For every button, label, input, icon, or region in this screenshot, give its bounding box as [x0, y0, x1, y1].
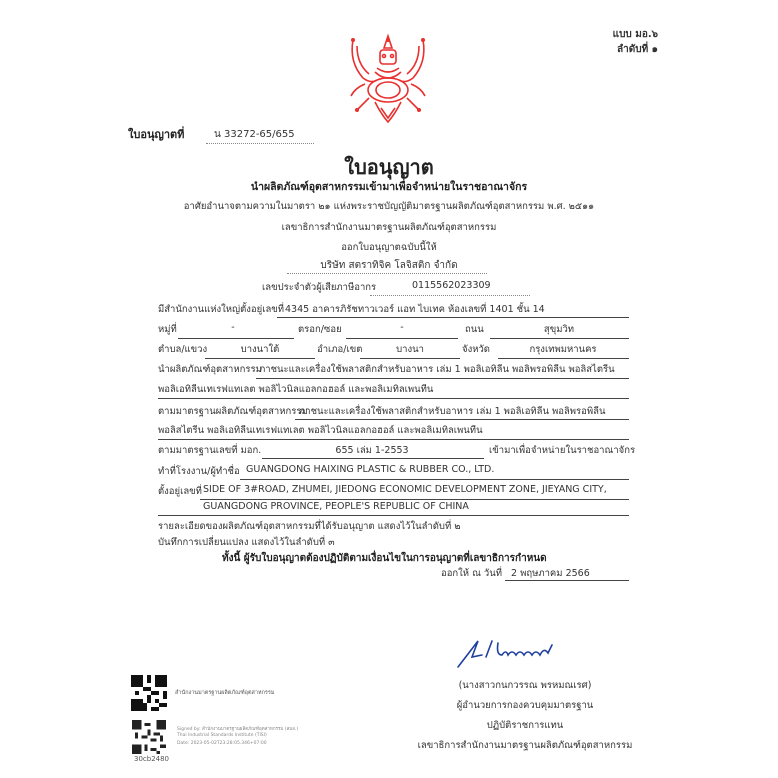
product-line-1: ภาชนะและเครื่องใช้พลาสติกสำหรับอาหาร เล่ม 1 พอลิเอทิลีน พอลิพรอพิลีน พอลิสไตรีน [259, 364, 615, 375]
digital-institute: Thai Industrial Standards Institute (TISI) [177, 733, 267, 738]
subdistrict-label: ตำบล/แขวง [158, 344, 208, 355]
standard-label: ตามมาตรฐานผลิตภัณฑ์อุตสาหกรรม [158, 406, 308, 417]
signatory-position-3: เลขาธิการสำนักงานมาตรฐานผลิตภัณฑ์อุตสาหกรรม [417, 740, 633, 751]
factory-address-line-2: GUANGDONG PROVINCE, PEOPLE'S REPUBLIC OF CHINA [203, 501, 469, 512]
tis-value: 655 เล่ม 1-2553 [335, 445, 409, 456]
issued-value: 2 พฤษภาคม 2566 [511, 568, 590, 579]
intro-line-3: ออกใบอนุญาตฉบับนี้ให้ [341, 242, 437, 253]
issued-label: ออกให้ ณ วันที่ [441, 568, 503, 579]
province-value: กรุงเทพมหานคร [529, 344, 597, 355]
qr-code-icon [131, 675, 167, 711]
digital-date: Date: 2023-05-02T23:28:05.346+07:00 [177, 741, 267, 746]
tax-id-label: เลขประจำตัวผู้เสียภาษีอากร [262, 282, 377, 293]
tax-id-value: 0115562023309 [412, 280, 491, 291]
product-line-2: พอลิเอทิลีนเทเรฟแทเลต พอลิไวนิลแอลกอฮอล์ และพอลิเมทิลเพนทีน [158, 384, 434, 395]
digital-agency: สำนักงานมาตรฐานผลิตภัณฑ์อุตสาหกรรม [175, 690, 275, 696]
signatory-position-1: ผู้อำนวยการกองควบคุมมาตรฐาน [456, 700, 594, 711]
signature-image [452, 635, 562, 671]
note-details: รายละเอียดของผลิตภัณฑ์อุตสาหกรรมที่ได้รับอนุญาต แสดงไว้ในลำดับที่ ๒ [158, 521, 461, 532]
head-office-label: มีสำนักงานแห่งใหญ่ตั้งอยู่เลขที่ [158, 304, 285, 315]
factory-address-line-1: SIDE OF 3#ROAD, ZHUMEI, JIEDONG ECONOMIC DEVELOPMENT ZONE, JIEYANG CITY, [203, 484, 607, 495]
page-title: ใบอนุญาต [344, 155, 434, 179]
intro-line-1: อาศัยอำนาจตามความในมาตรา ๒๑ แห่งพระราชบัญญัติมาตรฐานผลิตภัณฑ์อุตสาหกรรม พ.ศ. ๒๕๑๑ [183, 201, 595, 212]
province-label: จังหวัด [462, 344, 490, 355]
manufacturer-label: ทำที่โรงงาน/ผู้ทำชื่อ [158, 466, 240, 477]
factory-address-label: ตั้งอยู่เลขที่ [158, 486, 202, 497]
signatory-name: (นางสาวกนกวรรณ พรหมณเรศ) [458, 680, 592, 691]
tis-label: ตามมาตรฐานเลขที่ มอก. [158, 445, 262, 456]
intro-line-2: เลขาธิการสำนักงานมาตรฐานผลิตภัณฑ์อุตสาหกรรม [281, 222, 497, 233]
qr-code-icon-2 [132, 720, 166, 754]
standard-line-1: ภาชนะและเครื่องใช้พลาสติกสำหรับอาหาร เล่ม 1 พอลิเอทิลีน พอลิพรอพิลีน [299, 406, 606, 417]
company-name: บริษัท สตราทิจิค โลจิสติก จำกัด [320, 260, 458, 271]
page-subtitle: นำผลิตภัณฑ์อุตสาหกรรมเข้ามาเพื่อจำหน่ายในราชอาณาจักร [250, 181, 528, 193]
tis-suffix: เข้ามาเพื่อจำหน่ายในราชอาณาจักร [489, 445, 636, 456]
district-label: อำเภอ/เขต [317, 344, 363, 355]
road-label: ถนน [465, 324, 484, 335]
form-order: ลำดับที่ ๑ [616, 44, 658, 55]
license-no-label: ใบอนุญาตที่ [128, 128, 185, 141]
condition-text: ทั้งนี้ ผู้รับใบอนุญาตต้องปฏิบัติตามเงื่อนไขในการอนุญาตที่เลขาธิการกำหนด [222, 553, 547, 564]
standard-line-2: พอลิสไตรีน พอลิเอทิลีนเทเรฟแทเลต พอลิไวนิลแอลกอฮอล์ และพอลิเมทิลเพนทีน [158, 425, 483, 436]
digital-signed-by: Signed by: สำนักงานมาตรฐานผลิตภัณฑ์อุตสาหกรรม (สมอ.) [177, 727, 299, 732]
product-label: นำผลิตภัณฑ์อุตสาหกรรม [158, 364, 262, 375]
manufacturer-value: GUANGDONG HAIXING PLASTIC & RUBBER CO., LTD. [246, 464, 495, 475]
subdistrict-value: บางนาใต้ [240, 344, 280, 355]
moo-label: หมู่ที่ [158, 324, 177, 335]
head-office-value: 4345 อาคารภิรัชทาวเวอร์ แอท ไบเทค ห้องเลขที่ 1401 ชั้น 14 [285, 304, 545, 315]
soi-label: ตรอก/ซอย [298, 324, 342, 335]
district-value: บางนา [396, 344, 424, 355]
moo-value: - [231, 322, 235, 333]
qr-code-id: 30cb2480 [134, 755, 170, 763]
license-no-value: น 33272-65/655 [214, 129, 295, 140]
garuda-emblem-icon [345, 32, 431, 128]
road-value: สุขุมวิท [543, 324, 575, 335]
note-changes: บันทึกการเปลี่ยนแปลง แสดงไว้ในลำดับที่ ๓ [158, 537, 335, 548]
soi-value: - [400, 322, 404, 333]
signatory-position-2: ปฏิบัติราชการแทน [486, 720, 564, 731]
form-code: แบบ มอ.๖ [612, 29, 658, 40]
